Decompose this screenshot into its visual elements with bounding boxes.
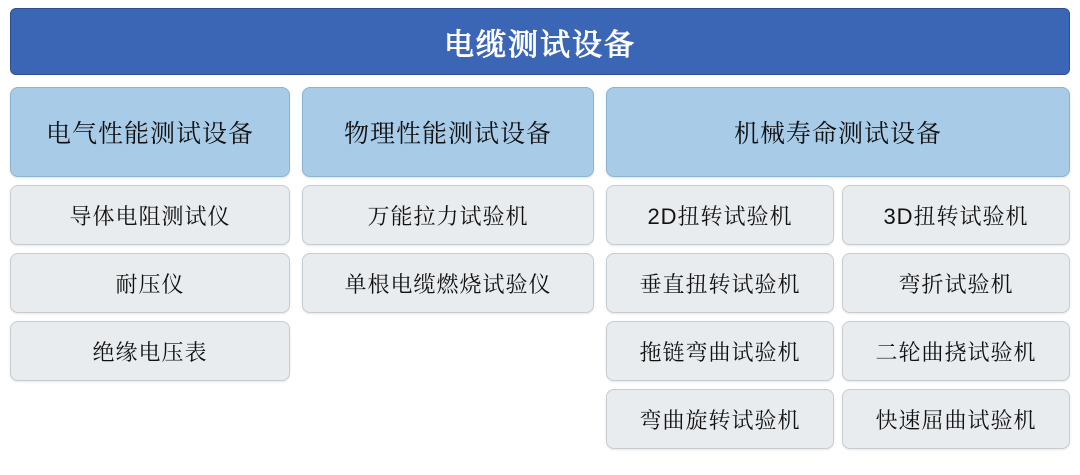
list-item[interactable]: 3D扭转试验机 <box>842 185 1070 245</box>
category-column-electrical <box>10 87 290 381</box>
list-item[interactable]: 2D扭转试验机 <box>606 185 834 245</box>
category-column-physical <box>302 87 594 313</box>
list-item[interactable]: 绝缘电压表 <box>10 321 290 381</box>
list-item[interactable]: 耐压仪 <box>10 253 290 313</box>
category-header-mechanical[interactable]: 机械寿命测试设备 <box>606 87 1070 177</box>
list-item[interactable]: 快速屈曲试验机 <box>842 389 1070 449</box>
category-header-electrical[interactable]: 电气性能测试设备 <box>10 87 290 177</box>
mechanical-items-grid <box>606 185 1070 449</box>
category-columns <box>8 87 1072 449</box>
list-item[interactable]: 弯折试验机 <box>842 253 1070 313</box>
list-item[interactable]: 万能拉力试验机 <box>302 185 594 245</box>
list-item[interactable]: 单根电缆燃烧试验仪 <box>302 253 594 313</box>
category-column-mechanical <box>606 87 1070 449</box>
list-item[interactable]: 导体电阻测试仪 <box>10 185 290 245</box>
list-item[interactable]: 弯曲旋转试验机 <box>606 389 834 449</box>
category-header-physical[interactable]: 物理性能测试设备 <box>302 87 594 177</box>
list-item[interactable]: 拖链弯曲试验机 <box>606 321 834 381</box>
list-item[interactable]: 二轮曲挠试验机 <box>842 321 1070 381</box>
diagram-title: 电缆测试设备 <box>10 8 1070 75</box>
list-item[interactable]: 垂直扭转试验机 <box>606 253 834 313</box>
